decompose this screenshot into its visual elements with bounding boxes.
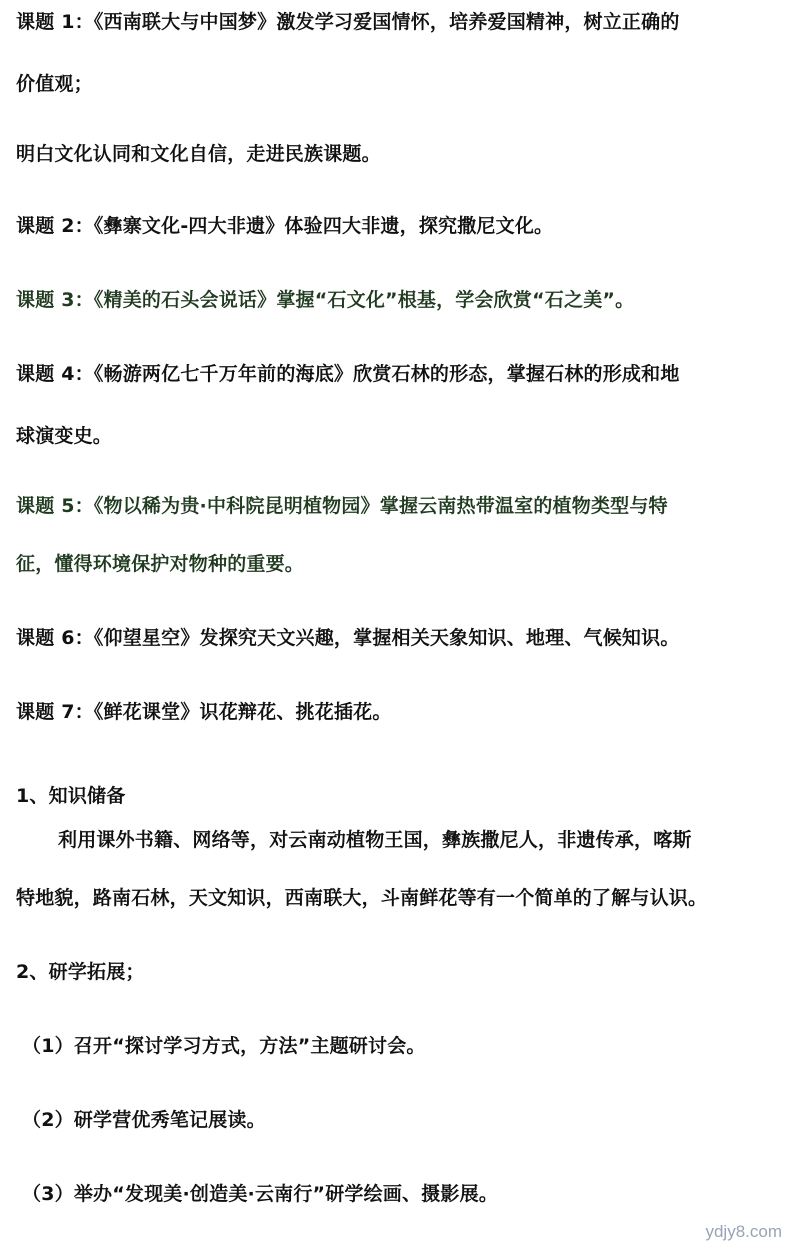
topic-4-line-2: 球演变史。 <box>16 425 113 447</box>
expansion-item-2: （2）研学营优秀笔记展读。 <box>22 1109 266 1131</box>
topic-2: 课题 2：《彝寨文化-四大非遗》体验四大非遗，探究撒尼文化。 <box>16 215 554 237</box>
topic-5-line-1: 课题 5：《物以稀为贵·中科院昆明植物园》掌握云南热带温室的植物类型与特 <box>16 495 668 517</box>
topic-4-line-1: 课题 4：《畅游两亿七千万年前的海底》欣赏石林的形态，掌握石林的形成和地 <box>16 363 680 385</box>
topic-6: 课题 6：《仰望星空》发探究天文兴趣，掌握相关天象知识、地理、气候知识。 <box>16 627 680 649</box>
topic-1-cont: 明白文化认同和文化自信，走进民族课题。 <box>16 143 381 165</box>
expansion-heading: 2、研学拓展； <box>16 961 145 983</box>
knowledge-line-2: 特地貌，路南石林，天文知识，西南联大，斗南鲜花等有一个简单的了解与认识。 <box>16 887 708 909</box>
topic-5-line-2: 征，懂得环境保护对物种的重要。 <box>16 553 305 575</box>
knowledge-line-1: 利用课外书籍、网络等，对云南动植物王国，彝族撒尼人，非遗传承，喀斯 <box>58 829 692 851</box>
knowledge-heading: 1、知识储备 <box>16 785 126 807</box>
topic-7: 课题 7：《鲜花课堂》识花辩花、挑花插花。 <box>16 701 392 723</box>
topic-1-line-2: 价值观； <box>16 73 93 95</box>
expansion-item-3: （3）举办“发现美·创造美·云南行”研学绘画、摄影展。 <box>22 1183 499 1205</box>
topic-3: 课题 3：《精美的石头会说话》掌握“石文化”根基，学会欣赏“石之美”。 <box>16 289 635 311</box>
expansion-item-1: （1）召开“探讨学习方式，方法”主题研讨会。 <box>22 1035 426 1057</box>
topic-1-line-1: 课题 1：《西南联大与中国梦》激发学习爱国情怀，培养爱国精神，树立正确的 <box>16 11 680 33</box>
watermark-text: ydjy8.com <box>705 1222 782 1241</box>
